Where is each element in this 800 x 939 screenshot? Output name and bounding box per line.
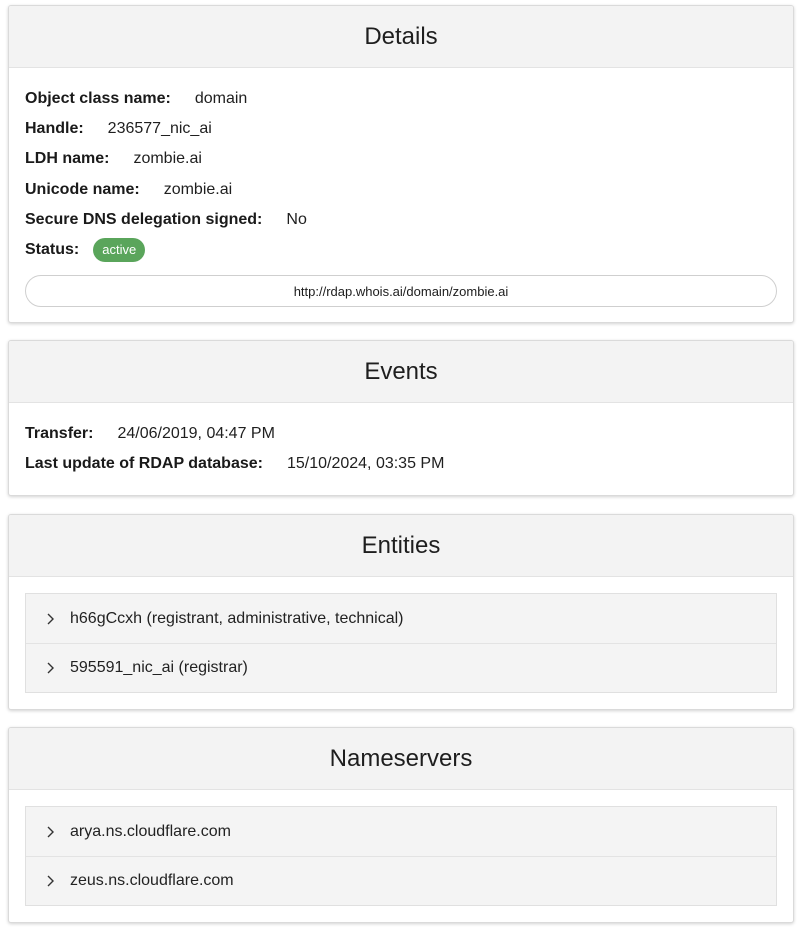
events-body xyxy=(9,403,793,479)
detail-label: LDH name: xyxy=(25,150,110,168)
events-header xyxy=(9,341,793,403)
detail-value: No xyxy=(286,210,307,228)
detail-value: zombie.ai xyxy=(133,150,202,168)
detail-row-secure-dns xyxy=(25,205,777,235)
event-row-transfer xyxy=(25,419,777,449)
status-label: Status: xyxy=(25,241,80,259)
rdap-link-button[interactable]: http://rdap.whois.ai/domain/zombie.ai xyxy=(25,275,777,307)
event-value: 15/10/2024, 03:35 PM xyxy=(286,455,445,473)
chevron-right-icon xyxy=(44,661,58,675)
event-label: Last update of RDAP database: xyxy=(25,455,263,473)
entities-card xyxy=(8,514,794,710)
detail-row-object-class xyxy=(25,84,777,114)
nameservers-card xyxy=(8,727,794,923)
entity-item-label: 595591_nic_ai (registrar) xyxy=(70,659,248,676)
detail-row-ldh-name xyxy=(25,144,777,174)
event-label: Transfer: xyxy=(25,425,94,443)
detail-value: 236577_nic_ai xyxy=(107,120,212,138)
entity-item[interactable] xyxy=(26,643,776,692)
event-row-last-update xyxy=(25,449,777,479)
details-header xyxy=(9,6,793,68)
nameserver-item-label: zeus.ns.cloudflare.com xyxy=(70,872,234,889)
details-title: Details xyxy=(364,22,438,50)
entity-item-label: h66gCcxh (registrant, administrative, technical) xyxy=(70,609,404,627)
chevron-right-icon xyxy=(44,825,58,839)
chevron-right-icon xyxy=(44,612,58,626)
entity-item[interactable] xyxy=(26,594,776,643)
details-body xyxy=(9,68,793,307)
events-card xyxy=(8,340,794,496)
entities-header xyxy=(9,515,793,577)
nameservers-list xyxy=(25,806,777,906)
detail-value: zombie.ai xyxy=(163,180,233,198)
detail-row-handle xyxy=(25,114,777,144)
chevron-right-icon xyxy=(44,874,58,888)
details-card xyxy=(8,5,794,323)
nameserver-item-label: arya.ns.cloudflare.com xyxy=(70,822,231,840)
nameservers-header xyxy=(9,728,793,790)
nameservers-title: Nameservers xyxy=(329,744,473,772)
events-title: Events xyxy=(364,357,438,385)
entities-list xyxy=(25,593,777,693)
detail-row-unicode-name xyxy=(25,175,777,205)
detail-label: Handle: xyxy=(25,120,84,138)
detail-label: Secure DNS delegation signed: xyxy=(25,210,263,228)
nameserver-item[interactable] xyxy=(26,856,776,905)
detail-label: Object class name: xyxy=(25,90,171,108)
event-value: 24/06/2019, 04:47 PM xyxy=(117,425,275,443)
detail-label: Unicode name: xyxy=(25,180,140,198)
detail-row-status xyxy=(25,235,777,265)
nameserver-item[interactable] xyxy=(26,807,776,856)
status-badge: active xyxy=(93,238,145,262)
entities-title: Entities xyxy=(361,531,441,559)
detail-value: domain xyxy=(194,90,248,108)
